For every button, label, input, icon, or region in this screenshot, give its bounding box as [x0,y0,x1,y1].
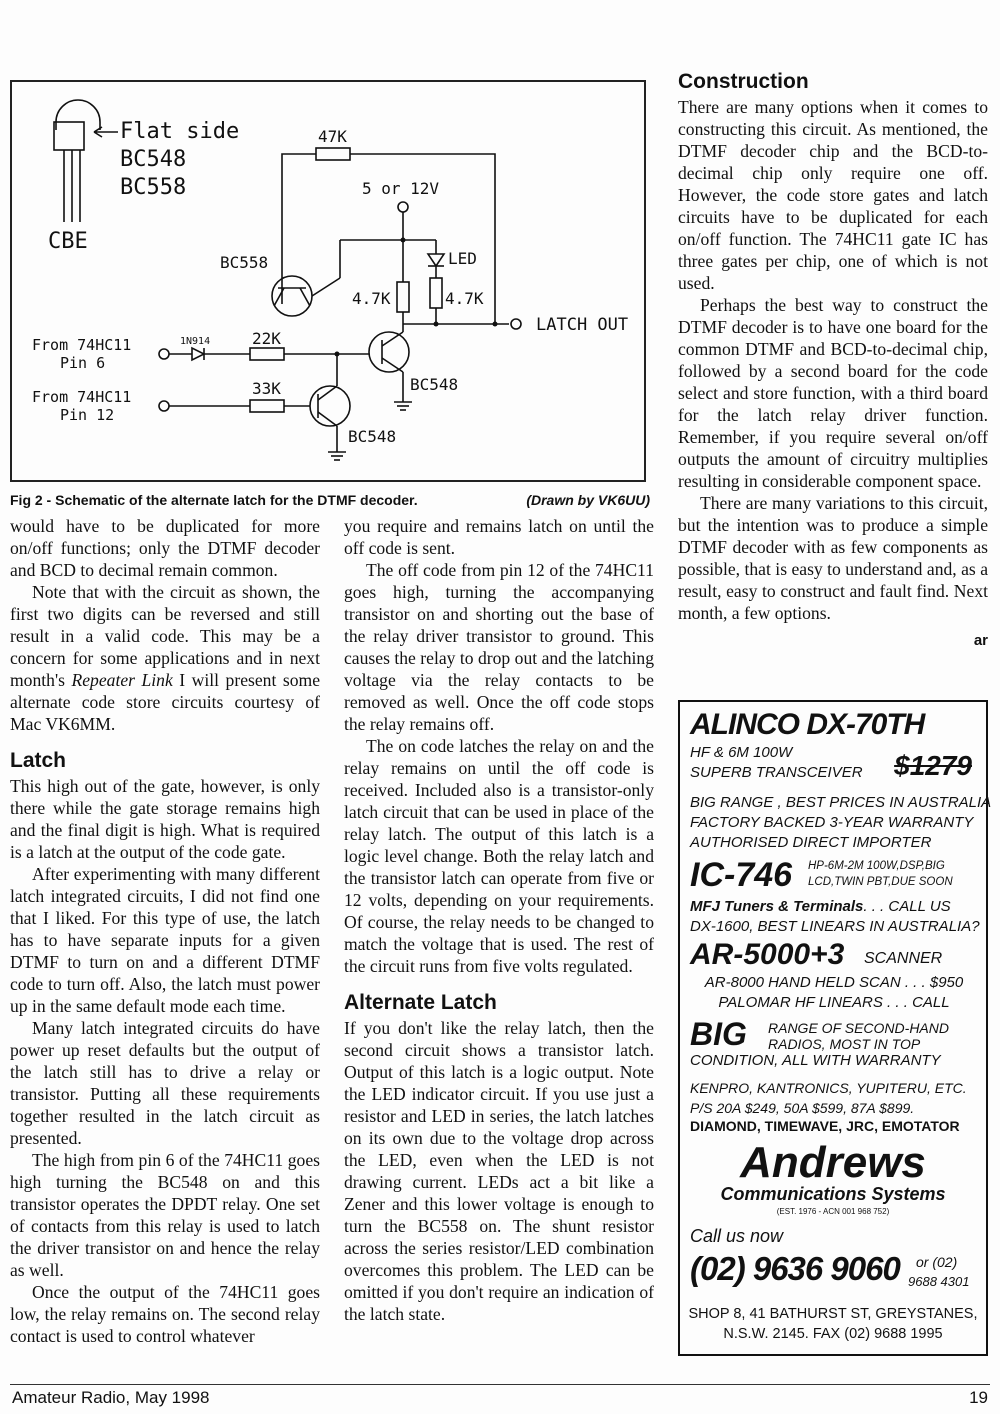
pin12-terminal [159,401,169,411]
label-cbe: CBE [48,229,88,254]
diode-symbol [192,348,204,360]
ad-address: SHOP 8, 41 BATHURST ST, GREYSTANES, [688,1306,978,1322]
package-top [56,100,100,130]
latch-out-terminal [511,319,521,329]
paragraph: The off code from pin 12 of the 74HC11 goes high, turning the accompanying transistor on and shorting out the base of the relay driver transistor to ground. This causes the relay to drop out and the latching voltage via the relay contacts to be removed as well. Once the off code stops the relay remains off. [344,560,654,734]
ad-line: RANGE OF SECOND-HAND [768,1020,949,1036]
package-body [54,122,84,150]
ad-phone: (02) 9636 9060 [690,1250,900,1287]
ad-andrews-logo: Andrews [740,1138,926,1187]
latch-schematic [12,82,644,480]
paragraph: There are many variations to this circuit, but the intention was to produce a simple DTMF decoder with as few components as possible, that is easy to understand and, as a result, easy to construct and fault find. Next month, a few options. [678,493,988,623]
ad-line: HF & 6M 100W [690,744,793,761]
ad-line: CONDITION, ALL WITH WARRANTY [690,1052,941,1069]
footer-publication: Amateur Radio, May 1998 [12,1388,210,1407]
label-from-pin12-a: From 74HC11 [32,388,132,406]
page-number: 19 [969,1388,988,1407]
label-bc548-upper: BC548 [410,375,459,394]
ad-line: AR-8000 HAND HELD SCAN . . . $950 [704,974,964,991]
resistor-33k [250,400,284,412]
resistor-4k7-left [397,282,409,312]
ad-line: PALOMAR HF LINEARS . . . CALL [718,994,950,1011]
paragraph: Once the output of the 74HC11 goes low, the relay remains on. The second relay contact is used to control whatever [10,1282,320,1346]
ad-or: or (02) [916,1254,958,1270]
ad-line: FACTORY BACKED 3-YEAR WARRANTY [690,814,974,831]
pin6-terminal [159,349,169,359]
article-end-mark: ar [973,632,988,649]
label-flat-side: Flat side [120,119,240,144]
ad-line: LCD,TWIN PBT,DUE SOON [808,876,953,888]
paragraph: The on code latches the relay on and the relay remains on until the off code is received. Included also is a transistor-only latch circuit that can be used in place of the relay latch. The output of this latch is a logic level change. Both the relay latch and the transistor latch can operate from five or 12 volts, depending on your requirements. Of course, the relay needs to be changed to match the voltage that is used. The rest of the circuit runs from five volts regulated. [344,736,654,976]
paragraph: The high from pin 6 of the 74HC11 goes high turning the BC548 on and this transistor operates the DPDT relay. One set of contacts from this relay is used to latch the driver transistor on and hence the relay as well. [10,1150,320,1280]
ad-price: $1279 [894,750,972,781]
ad-headline: ALINCO DX-70TH [690,708,925,741]
paragraph: If you don't like the relay latch, then the second circuit shows a transistor latch. Output of this latch is a logic output. Note the LED indicator circuit. If you use just a resistor and LED in series, the latch latches on its own due to the voltage drop across the LED, even when the LED is not drawing current. LEDs act a bit like a Zener and this lower voltage is enough to turn the BC558 on. The shunt resistor across the series resistor/LED combination overcomes this problem. The LED can be omitted if you don't require an indication of the latch state. [344,1018,654,1324]
footer-rule [10,1384,990,1385]
bc558-symbol [272,276,312,316]
paragraph: would have to be duplicated for more on/off functions; only the DTMF decoder and BCD to decimal remain common. [10,516,320,580]
ad-line: MFJ Tuners & Terminals. . . CALL US [690,898,951,915]
ad-ic746: IC-746 [690,856,793,894]
resistor-22k [250,348,284,360]
ad-est: (EST. 1976 - ACN 001 968 752) [776,1207,890,1216]
ad-line: KENPRO, KANTRONICS, YUPITERU, ETC. [690,1080,967,1096]
label-47k: 47K [318,127,347,146]
ad-address: N.S.W. 2145. FAX (02) 9688 1995 [723,1326,943,1342]
ad-call: Call us now [690,1226,784,1246]
caption-text: Fig 2 - Schematic of the alternate latch for the DTMF decoder. [10,492,418,508]
ad-line: SCANNER [864,950,943,967]
label-bc558-pkg: BC558 [120,175,187,200]
ad-line: P/S 20A $249, 50A $599, 87A $899. [690,1100,915,1116]
label-from-pin12-b: Pin 12 [60,406,115,424]
paragraph: After experimenting with many different latch integrated circuits, I did not find one that I liked. For this type of use, the latch has to have separate inputs for a given DTMF to turn on and a different DTMF code to turn off. Also, the latch must power up in the same default mode each time. [10,864,320,1016]
figure-caption [10,492,650,508]
article-column-1 [10,515,320,1347]
section-heading-alternate-latch: Alternate Latch [344,991,497,1014]
ad-line: RADIOS, MOST IN TOP [768,1036,921,1052]
andrews-advertisement [678,700,992,1356]
article-column-2 [344,515,654,1325]
label-led: LED [448,249,477,268]
label-latch-out: LATCH OUT [536,315,629,335]
caption-credit: (Drawn by VK6UU) [526,492,650,508]
label-supply: 5 or 12V [362,179,440,198]
paragraph: This high out of the gate, however, is only there while the gate storage remains high and the final digit is high. What is required is a latch at the output of the code gate. [10,776,320,862]
repeater-link-title: Repeater Link [71,670,173,690]
supply-terminal [398,202,408,212]
section-heading-construction: Construction [678,70,809,93]
paragraph: Note that with the circuit as shown, the first two digits can be reversed and still result in a valid code. This may be a concern for some applications and in next month's Repeater Link I will present some alternate code store circuits courtesy of Mac VK6MM. [10,582,320,734]
label-bc548-pkg: BC548 [120,147,187,172]
label-from-pin6-a: From 74HC11 [32,336,132,354]
ad-line: DIAMOND, TIMEWAVE, JRC, EMOTATOR [690,1118,960,1134]
paragraph: you require and remains latch on until the off code is sent. [344,516,654,558]
ad-alt-phone: 9688 4301 [908,1274,970,1289]
label-bc548-lower: BC548 [348,427,397,446]
ad-line: SUPERB TRANSCEIVER [690,764,863,781]
label-4k7-left: 4.7K [352,289,391,308]
label-33k: 33K [252,379,281,398]
flat-side-arrow [94,127,118,137]
section-heading-latch: Latch [10,749,67,772]
resistor-47k [316,148,350,160]
label-bc558: BC558 [220,253,269,272]
schematic-figure [10,80,646,482]
label-4k7-right: 4.7K [445,289,484,308]
resistor-4k7-right [430,278,442,308]
label-diode: 1N914 [180,336,211,347]
ad-line: DX-1600, BEST LINEARS IN AUSTRALIA? [690,918,980,935]
article-column-3 [678,70,988,652]
ad-big: BIG [690,1016,747,1052]
label-22k: 22K [252,329,281,348]
ad-ar5000: AR-5000+3 [690,938,845,971]
ad-company: Communications Systems [720,1184,946,1204]
label-from-pin6-b: Pin 6 [60,354,106,372]
paragraph: Perhaps the best way to construct the DTMF decoder is to have one board for the common DTMF and BCD-to-decimal chip, followed by a second board for the code select and store function, with a third board for the latch relay driver function. Remember, if you require several on/off outputs the amount of circuitry multiplies resulting in considerable component space. [678,295,988,491]
paragraph: There are many options when it comes to constructing this circuit. As mentioned, the DTMF decoder chip and the BCD-to-decimal chip only require one off. However, the code store gates and latch circuits have to be duplicated for each on/off function. The 74HC11 gate IC has three gates per chip, one of which is not used. [678,97,988,293]
led-symbol [428,254,444,266]
ad-line: BIG RANGE , BEST PRICES IN AUSTRALIA [690,794,992,811]
ad-line: HP-6M-2M 100W,DSP,BIG [808,860,945,872]
bc548-upper-symbol [369,332,409,372]
paragraph: Many latch integrated circuits do have power up reset defaults but the output of the latch still has to drive a relay or transistor. Putting all these requirements together resulted in the latch circuit as presented. [10,1018,320,1148]
ad-line: AUTHORISED DIRECT IMPORTER [690,834,932,851]
